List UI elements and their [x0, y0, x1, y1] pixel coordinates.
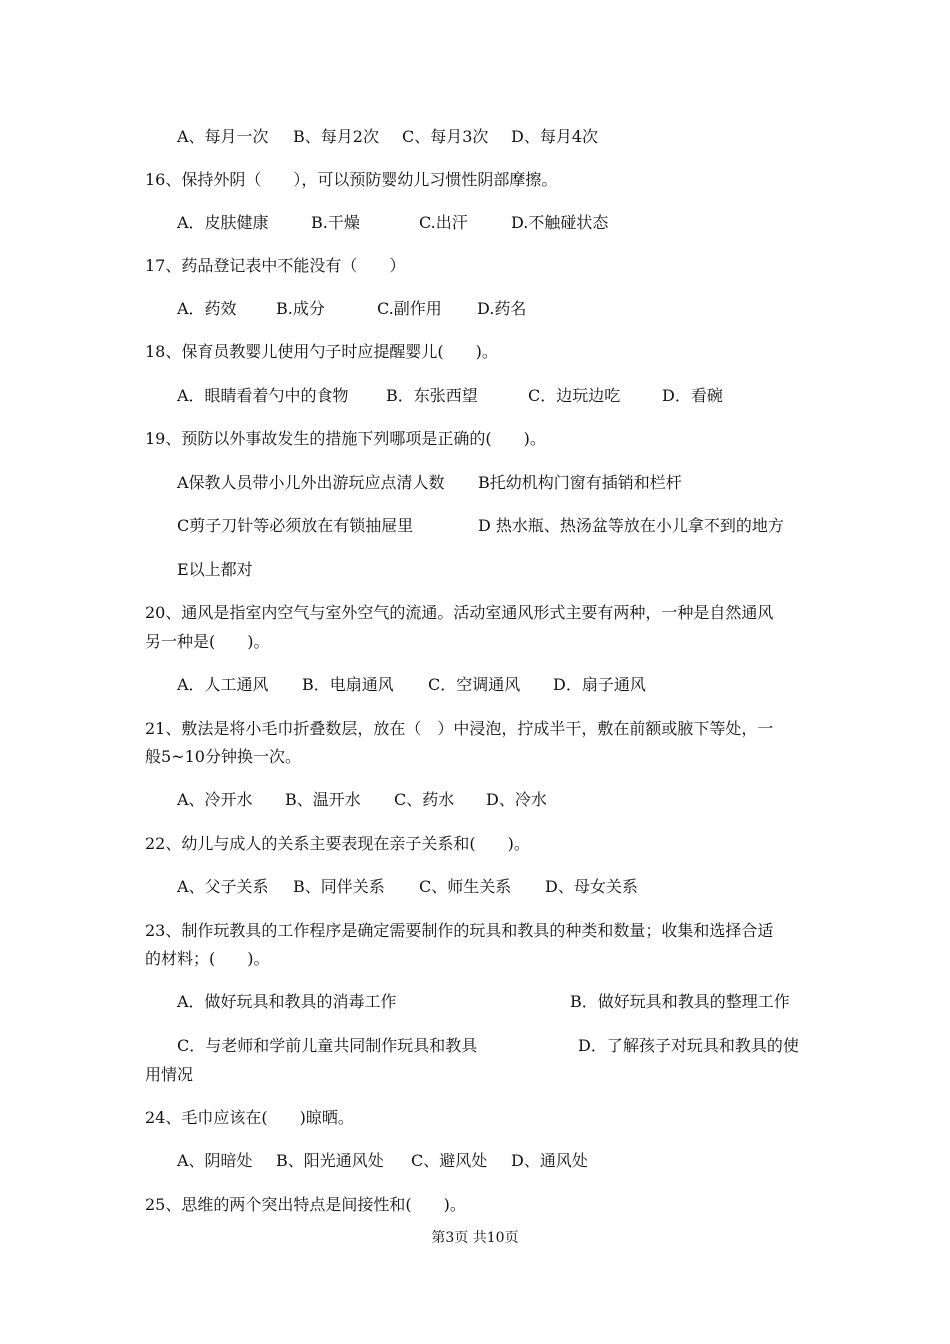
option-c: C、每月3次 — [402, 127, 489, 146]
option-b: B、每月2次 — [293, 127, 379, 146]
option-c: C.副作用 — [377, 299, 442, 318]
question-18: 18、保育员教婴儿使用勺子时应提醒婴儿( )。 — [145, 342, 498, 361]
option-b: B托幼机构门窗有插销和栏杆 — [478, 473, 682, 492]
option-a: A、每月一次 — [177, 127, 269, 146]
question-24: 24、毛巾应该在( )晾晒。 — [145, 1108, 354, 1127]
option-b: B.成分 — [276, 299, 325, 318]
option-c: C、师生关系 — [419, 877, 512, 896]
page-number-footer: 第3页 共10页 — [431, 1230, 519, 1246]
option-b: B.干燥 — [311, 213, 360, 232]
option-d: D．看碗 — [662, 386, 723, 405]
option-c: C、避风处 — [411, 1151, 488, 1170]
option-b: B、阳光通风处 — [276, 1151, 384, 1170]
question-21-continued: 般5~10分钟换一次。 — [145, 747, 301, 766]
option-a: A保教人员带小儿外出游玩应点清人数 — [177, 473, 445, 492]
option-b: B、温开水 — [285, 790, 361, 809]
option-a: A．人工通风 — [177, 675, 269, 694]
option-a: A．药效 — [177, 299, 237, 318]
option-c: C．与老师和学前儿童共同制作玩具和教具 — [177, 1036, 478, 1055]
question-23-continued: 的材料；( )。 — [145, 949, 270, 968]
option-d: D．扇子通风 — [553, 675, 646, 694]
option-d: D．了解孩子对玩具和教具的使 — [578, 1036, 799, 1055]
q23-option-d-continued: 用情况 — [145, 1065, 194, 1084]
option-a: A、冷开水 — [177, 790, 253, 809]
option-a: A．做好玩具和教具的消毒工作 — [177, 992, 397, 1011]
option-c: C剪子刀针等必须放在有锁抽屉里 — [177, 516, 414, 535]
option-c: C．空调通风 — [428, 675, 521, 694]
q19-option-e: E以上都对 — [177, 560, 253, 579]
option-d: D、冷水 — [486, 790, 547, 809]
option-c: C.出汗 — [419, 213, 468, 232]
option-c: C、药水 — [394, 790, 455, 809]
option-d: D.药名 — [477, 299, 527, 318]
question-20-continued: 另一种是( )。 — [145, 632, 270, 651]
option-a: A．眼睛看着勺中的食物 — [177, 386, 349, 405]
question-25: 25、思维的两个突出特点是间接性和( )。 — [145, 1195, 466, 1214]
option-b: B．做好玩具和教具的整理工作 — [570, 992, 790, 1011]
option-b: B、同伴关系 — [293, 877, 385, 896]
option-d: D.不触碰状态 — [511, 213, 609, 232]
question-22: 22、幼儿与成人的关系主要表现在亲子关系和( )。 — [145, 834, 530, 853]
option-b: B．东张西望 — [386, 386, 478, 405]
question-23: 23、制作玩教具的工作程序是确定需要制作的玩具和教具的种类和数量；收集和选择合适 — [145, 921, 774, 940]
question-19: 19、预防以外事故发生的措施下列哪项是正确的( )。 — [145, 429, 546, 448]
option-c: C．边玩边吃 — [528, 386, 621, 405]
option-a: A、父子关系 — [177, 877, 269, 896]
option-d: D、母女关系 — [545, 877, 638, 896]
option-a: A、阴暗处 — [177, 1151, 253, 1170]
question-17: 17、药品登记表中不能没有（ ） — [145, 256, 406, 275]
option-d: D、通风处 — [511, 1151, 588, 1170]
question-20: 20、通风是指室内空气与室外空气的流通。活动室通风形式主要有两种，一种是自然通风 — [145, 603, 774, 622]
option-a: A．皮肤健康 — [177, 213, 269, 232]
question-21: 21、敷法是将小毛巾折叠数层，放在（ ）中浸泡，拧成半干，敷在前额或腋下等处，一 — [145, 719, 774, 738]
option-b: B．电扇通风 — [302, 675, 394, 694]
option-d: D 热水瓶、热汤盆等放在小儿拿不到的地方 — [478, 516, 784, 535]
option-d: D、每月4次 — [511, 127, 599, 146]
question-16: 16、保持外阴（ ），可以预防婴幼儿习惯性阴部摩擦。 — [145, 170, 558, 189]
